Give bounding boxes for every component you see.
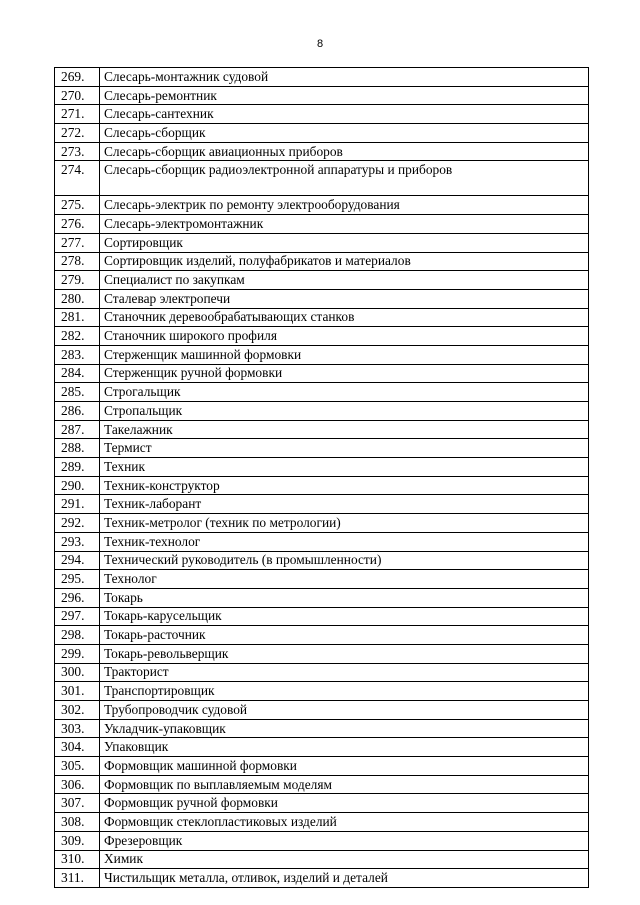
table-row bbox=[55, 607, 589, 626]
table-row bbox=[55, 775, 589, 794]
table-row bbox=[55, 570, 589, 589]
table-row bbox=[55, 233, 589, 252]
table-row bbox=[55, 738, 589, 757]
row-number: 271. bbox=[55, 105, 100, 124]
row-number: 270. bbox=[55, 86, 100, 105]
table-row bbox=[55, 252, 589, 271]
profession-name: Стропальщик bbox=[100, 402, 589, 421]
row-number: 302. bbox=[55, 701, 100, 720]
table-row bbox=[55, 719, 589, 738]
profession-name: Слесарь-монтажник судовой bbox=[100, 68, 589, 87]
profession-name: Сталевар электропечи bbox=[100, 289, 589, 308]
row-number: 284. bbox=[55, 364, 100, 383]
profession-name: Формовщик ручной формовки bbox=[100, 794, 589, 813]
profession-name: Чистильщик металла, отливок, изделий и деталей bbox=[100, 869, 589, 888]
row-number: 288. bbox=[55, 439, 100, 458]
profession-name: Технический руководитель (в промышленности) bbox=[100, 551, 589, 570]
table-row bbox=[55, 701, 589, 720]
row-number: 279. bbox=[55, 271, 100, 290]
table-row bbox=[55, 364, 589, 383]
profession-name: Слесарь-ремонтник bbox=[100, 86, 589, 105]
table-row bbox=[55, 495, 589, 514]
profession-name: Трубопроводчик судовой bbox=[100, 701, 589, 720]
table-row bbox=[55, 327, 589, 346]
row-number: 311. bbox=[55, 869, 100, 888]
table-row bbox=[55, 551, 589, 570]
table-row bbox=[55, 105, 589, 124]
profession-name: Стерженщик машинной формовки bbox=[100, 345, 589, 364]
row-number: 276. bbox=[55, 215, 100, 234]
table-row bbox=[55, 289, 589, 308]
row-number: 304. bbox=[55, 738, 100, 757]
table-row bbox=[55, 142, 589, 161]
profession-name: Формовщик машинной формовки bbox=[100, 757, 589, 776]
table-row bbox=[55, 869, 589, 888]
row-number: 285. bbox=[55, 383, 100, 402]
profession-name: Слесарь-сборщик авиационных приборов bbox=[100, 142, 589, 161]
table-row bbox=[55, 196, 589, 215]
profession-name: Укладчик-упаковщик bbox=[100, 719, 589, 738]
row-number: 297. bbox=[55, 607, 100, 626]
profession-name: Тракторист bbox=[100, 663, 589, 682]
profession-name: Фрезеровщик bbox=[100, 831, 589, 850]
row-number: 301. bbox=[55, 682, 100, 701]
table-row bbox=[55, 420, 589, 439]
profession-name: Токарь-револьверщик bbox=[100, 644, 589, 663]
row-number: 280. bbox=[55, 289, 100, 308]
table-row bbox=[55, 850, 589, 869]
table-row bbox=[55, 402, 589, 421]
row-number: 295. bbox=[55, 570, 100, 589]
row-number: 307. bbox=[55, 794, 100, 813]
row-number: 308. bbox=[55, 813, 100, 832]
table-row bbox=[55, 308, 589, 327]
profession-name: Токарь bbox=[100, 588, 589, 607]
row-number: 294. bbox=[55, 551, 100, 570]
table-row bbox=[55, 532, 589, 551]
profession-name: Слесарь-сантехник bbox=[100, 105, 589, 124]
row-number: 282. bbox=[55, 327, 100, 346]
profession-name: Техник-конструктор bbox=[100, 476, 589, 495]
row-number: 306. bbox=[55, 775, 100, 794]
row-number: 296. bbox=[55, 588, 100, 607]
profession-name: Слесарь-электромонтажник bbox=[100, 215, 589, 234]
profession-name: Сортировщик изделий, полуфабрикатов и материалов bbox=[100, 252, 589, 271]
row-number: 275. bbox=[55, 196, 100, 215]
row-number: 303. bbox=[55, 719, 100, 738]
table-row bbox=[55, 626, 589, 645]
table-row bbox=[55, 682, 589, 701]
row-number: 300. bbox=[55, 663, 100, 682]
profession-name: Техник bbox=[100, 458, 589, 477]
row-number: 283. bbox=[55, 345, 100, 364]
profession-name: Транспортировщик bbox=[100, 682, 589, 701]
profession-name: Токарь-расточник bbox=[100, 626, 589, 645]
profession-name: Станочник деревообрабатывающих станков bbox=[100, 308, 589, 327]
row-number: 292. bbox=[55, 514, 100, 533]
profession-name: Термист bbox=[100, 439, 589, 458]
table-row bbox=[55, 663, 589, 682]
row-number: 289. bbox=[55, 458, 100, 477]
profession-name: Химик bbox=[100, 850, 589, 869]
row-number: 274. bbox=[55, 161, 100, 196]
profession-name: Сортировщик bbox=[100, 233, 589, 252]
profession-table bbox=[54, 67, 589, 888]
row-number: 309. bbox=[55, 831, 100, 850]
profession-name: Слесарь-сборщик bbox=[100, 124, 589, 143]
profession-name: Такелажник bbox=[100, 420, 589, 439]
table-row bbox=[55, 458, 589, 477]
table-row bbox=[55, 514, 589, 533]
row-number: 277. bbox=[55, 233, 100, 252]
row-number: 310. bbox=[55, 850, 100, 869]
profession-name: Стерженщик ручной формовки bbox=[100, 364, 589, 383]
table-row bbox=[55, 68, 589, 87]
table-row bbox=[55, 215, 589, 234]
table-row bbox=[55, 813, 589, 832]
profession-name: Станочник широкого профиля bbox=[100, 327, 589, 346]
profession-name: Слесарь-сборщик радиоэлектронной аппаратуры и приборов bbox=[100, 161, 589, 196]
table-row bbox=[55, 383, 589, 402]
row-number: 272. bbox=[55, 124, 100, 143]
profession-name: Строгальщик bbox=[100, 383, 589, 402]
row-number: 290. bbox=[55, 476, 100, 495]
row-number: 305. bbox=[55, 757, 100, 776]
profession-table-body bbox=[55, 68, 589, 888]
profession-name: Формовщик по выплавляемым моделям bbox=[100, 775, 589, 794]
row-number: 287. bbox=[55, 420, 100, 439]
profession-name: Слесарь-электрик по ремонту электрооборудования bbox=[100, 196, 589, 215]
profession-name: Формовщик стеклопластиковых изделий bbox=[100, 813, 589, 832]
table-row bbox=[55, 644, 589, 663]
page-number: 8 bbox=[316, 38, 324, 50]
profession-name: Упаковщик bbox=[100, 738, 589, 757]
profession-name: Техник-метролог (техник по метрологии) bbox=[100, 514, 589, 533]
table-row bbox=[55, 271, 589, 290]
table-row bbox=[55, 794, 589, 813]
row-number: 269. bbox=[55, 68, 100, 87]
table-row bbox=[55, 831, 589, 850]
table-row bbox=[55, 161, 589, 196]
profession-name: Техник-лаборант bbox=[100, 495, 589, 514]
row-number: 299. bbox=[55, 644, 100, 663]
table-row bbox=[55, 86, 589, 105]
row-number: 298. bbox=[55, 626, 100, 645]
row-number: 281. bbox=[55, 308, 100, 327]
row-number: 278. bbox=[55, 252, 100, 271]
row-number: 273. bbox=[55, 142, 100, 161]
row-number: 286. bbox=[55, 402, 100, 421]
row-number: 293. bbox=[55, 532, 100, 551]
table-row bbox=[55, 124, 589, 143]
table-row bbox=[55, 476, 589, 495]
table-row bbox=[55, 588, 589, 607]
row-number: 291. bbox=[55, 495, 100, 514]
table-row bbox=[55, 345, 589, 364]
table-row bbox=[55, 439, 589, 458]
profession-name: Токарь-карусельщик bbox=[100, 607, 589, 626]
table-row bbox=[55, 757, 589, 776]
profession-name: Техник-технолог bbox=[100, 532, 589, 551]
profession-name: Технолог bbox=[100, 570, 589, 589]
profession-name: Специалист по закупкам bbox=[100, 271, 589, 290]
